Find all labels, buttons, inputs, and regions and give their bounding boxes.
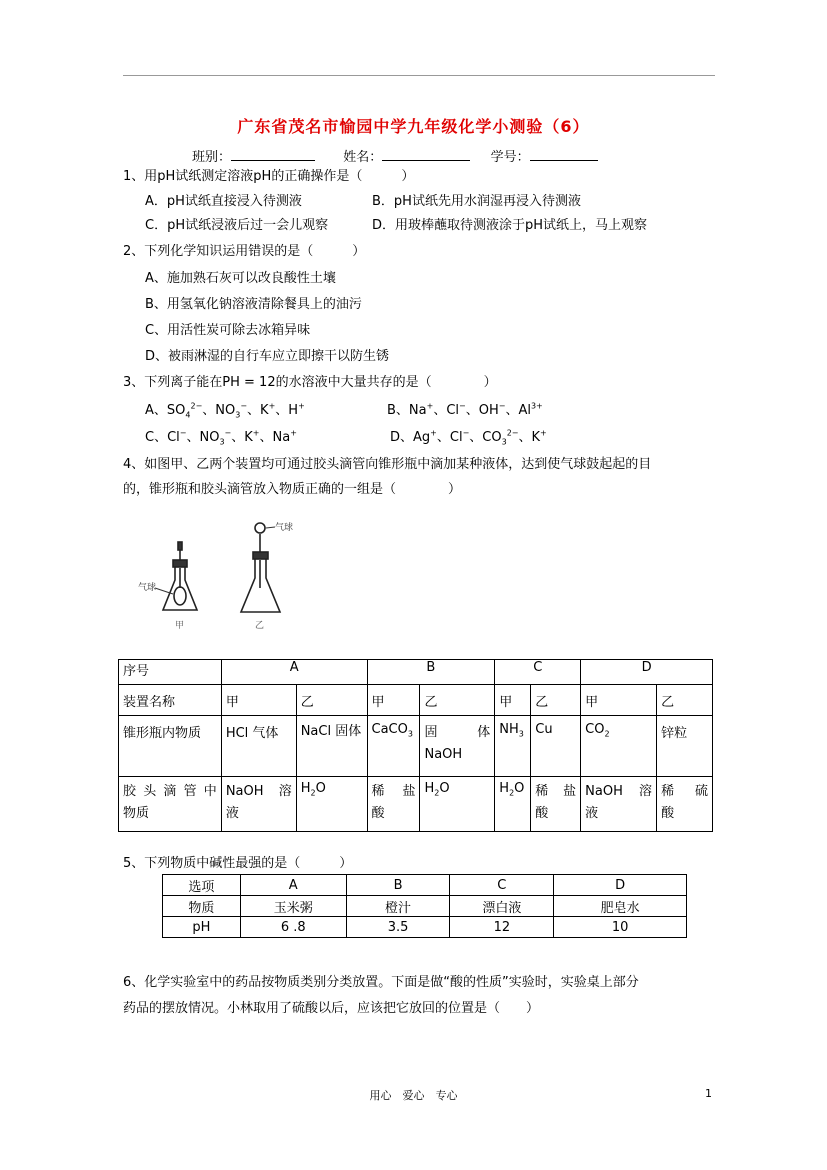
cell: 甲 [581, 685, 657, 716]
page-footer: 用心 爱心 专心 [369, 1089, 458, 1102]
q1-option-c: C．pH试纸浸液后过一会儿观察 [145, 218, 329, 233]
cell: 稀 盐 酸 [531, 777, 581, 832]
q6-line1: 6、化学实验室中的药品按物质类别分类放置。下面是做“酸的性质”实验时，实验桌上部分 [123, 975, 639, 990]
student-info [192, 146, 598, 165]
cell: 稀 盐 酸 [367, 777, 420, 832]
q3-option-b: B、Na+、Cl−、OH−、$Al^{3+}$ [387, 401, 543, 418]
row-label-device: 装置名称 [119, 685, 222, 716]
table-row [119, 685, 713, 716]
table-row [163, 896, 687, 917]
cell: 肥皂水 [554, 896, 687, 917]
cell: HCl 气体 [221, 716, 296, 777]
cell: NaOH 溶 液 [221, 777, 296, 832]
class-label: 班别： [192, 150, 232, 165]
flask-jia [163, 542, 197, 610]
q4-line2: 的，锥形瓶和胶头滴管放入物质正确的一组是（ ） [123, 482, 462, 497]
cell: 选项 [163, 875, 241, 896]
cell: 甲 [495, 685, 531, 716]
class-field[interactable] [231, 148, 315, 161]
fig-label-jia: 甲 [175, 621, 185, 630]
cell: $NH_3$ [495, 716, 531, 777]
fig-pointer-yi [266, 527, 275, 528]
cell: $H_2O$ [420, 777, 495, 832]
cell: 稀 硫 酸 [657, 777, 713, 832]
header-a: A [221, 660, 367, 685]
q3-option-d: D、Ag+、Cl−、$CO_3^{2-}$、K+ [390, 428, 547, 447]
q1-option-a: A．pH试纸直接浸入待测液 [145, 194, 302, 209]
cell: 乙 [296, 685, 367, 716]
cell: B [346, 875, 450, 896]
table-row [119, 660, 713, 685]
cell: 乙 [531, 685, 581, 716]
cell: 漂白液 [450, 896, 554, 917]
cell: 6 .8 [240, 917, 346, 938]
q1-stem: 1、用pH试纸测定溶液pH的正确操作是（ ） [123, 169, 415, 184]
q5-ph-table [162, 874, 687, 938]
table-row [119, 716, 713, 777]
cell: 物质 [163, 896, 241, 917]
cell: $H_2O$ [296, 777, 367, 832]
page-title: 广东省茂名市愉园中学九年级化学小测验（6） [237, 117, 590, 136]
cell: 锌粒 [657, 716, 713, 777]
q3-option-c: C、Cl−、$NO_3^-$、K+、Na+ [145, 428, 297, 447]
q3-stem: 3、下列离子能在PH = 12的水溶液中大量共存的是（ ） [123, 375, 497, 390]
q3-a-label: A、 [145, 403, 167, 418]
header-rule [123, 75, 715, 76]
cell: 12 [450, 917, 554, 938]
flask-yi [241, 523, 280, 612]
cell: D [554, 875, 687, 896]
q2-option-c: C、用活性炭可除去冰箱异味 [145, 323, 311, 338]
fig-balloon-label-yi: 气球 [275, 523, 294, 533]
cell: 3.5 [346, 917, 450, 938]
cell: 乙 [420, 685, 495, 716]
cell: 橙汁 [346, 896, 450, 917]
q2-stem: 2、下列化学知识运用错误的是（ ） [123, 244, 366, 259]
q1-option-d: D．用玻棒蘸取待测液涂于pH试纸上，马上观察 [372, 218, 648, 233]
q5-stem: 5、下列物质中碱性最强的是（ ） [123, 856, 353, 871]
q4-line1: 4、如图甲、乙两个装置均可通过胶头滴管向锥形瓶中滴加某种液体，达到使气球鼓起起的目 [123, 457, 652, 472]
cell: 固 体 NaOH [420, 716, 495, 777]
table-row [163, 917, 687, 938]
name-label: 姓名： [343, 150, 383, 165]
fig-balloon-label-jia: 气球 [138, 583, 157, 593]
q3-d-label: D、 [390, 430, 414, 445]
id-field[interactable] [530, 148, 598, 161]
cell: $CO_2$ [581, 716, 657, 777]
cell: A [240, 875, 346, 896]
fig-label-yi: 乙 [255, 621, 265, 630]
name-field[interactable] [382, 148, 470, 161]
q3-option-a: A、$SO_4^{2-}$、$NO_3^-$、K+、H+ [145, 401, 305, 420]
cell: 玉米粥 [240, 896, 346, 917]
cell: pH [163, 917, 241, 938]
q2-option-b: B、用氢氧化钠溶液清除餐具上的油污 [145, 297, 362, 312]
q2-option-a: A、施加熟石灰可以改良酸性土壤 [145, 271, 336, 286]
q2-option-d: D、被雨淋湿的自行车应立即擦干以防生锈 [145, 349, 390, 364]
table-row [119, 777, 713, 832]
header-b: B [367, 660, 495, 685]
flask-apparatus-figure [135, 518, 320, 630]
cell: $H_2O$ [495, 777, 531, 832]
table-row [163, 875, 687, 896]
row-label-dropper: 胶 头 滴 管 中 物质 [119, 777, 222, 832]
cell: 甲 [367, 685, 420, 716]
q4-options-table [118, 659, 713, 832]
q3-b-label: B、 [387, 403, 409, 418]
cell: 10 [554, 917, 687, 938]
cell: CaCO$_3$ [367, 716, 420, 777]
cell: NaCl 固体 [296, 716, 367, 777]
header-seq: 序号 [119, 660, 222, 685]
id-label: 学号： [490, 150, 530, 165]
header-d: D [581, 660, 713, 685]
q1-option-b: B．pH试纸先用水润湿再浸入待测液 [372, 194, 581, 209]
cell: C [450, 875, 554, 896]
page-number: 1 [705, 1087, 712, 1100]
cell: 甲 [221, 685, 296, 716]
cell: Cu [531, 716, 581, 777]
row-label-flask: 锥形瓶内物质 [119, 716, 222, 777]
q6-line2: 药品的摆放情况。小林取用了硫酸以后，应该把它放回的位置是（ ） [123, 1001, 540, 1016]
header-c: C [495, 660, 581, 685]
cell: 乙 [657, 685, 713, 716]
q3-c-label: C、 [145, 430, 168, 445]
cell: NaOH 溶 液 [581, 777, 657, 832]
